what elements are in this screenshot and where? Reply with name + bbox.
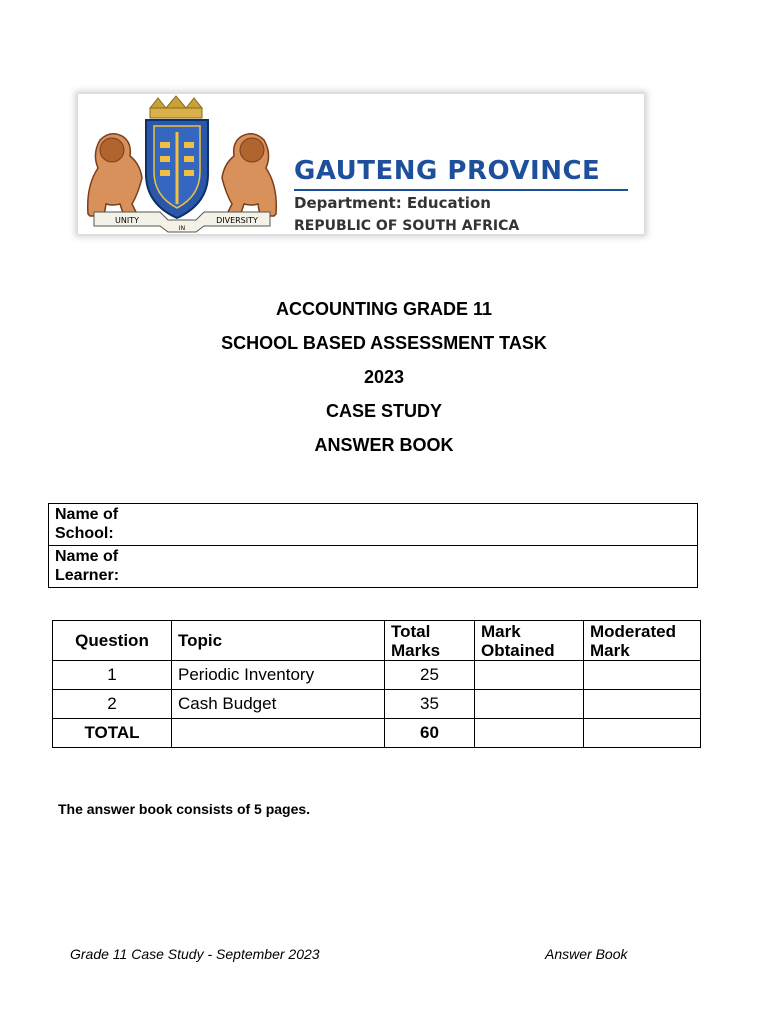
province-divider [294, 189, 628, 191]
topic-cell: Periodic Inventory [172, 661, 385, 690]
mark-obtained-cell[interactable] [475, 690, 584, 719]
footer-right: Answer Book [545, 946, 628, 962]
motto-unity: UNITY [115, 216, 139, 225]
header-total-marks: Total Marks [385, 621, 475, 661]
moderated-mark-cell[interactable] [584, 690, 701, 719]
moderated-mark-cell[interactable] [584, 661, 701, 690]
identity-table [48, 503, 698, 588]
year-title: 2023 [363, 367, 405, 387]
republic-name: REPUBLIC OF SOUTH AFRICA [294, 218, 520, 234]
mark-obtained-cell[interactable] [475, 661, 584, 690]
table-row [53, 690, 701, 719]
total-mark-obtained-cell[interactable] [475, 719, 584, 748]
total-row [53, 719, 701, 748]
marks-table [52, 620, 701, 748]
type-title: CASE STUDY [325, 401, 442, 421]
question-cell: 2 [53, 690, 172, 719]
page-count-note: The answer book consists of 5 pages. [58, 801, 311, 817]
total-marks-value: 60 [385, 719, 475, 748]
learner-row [49, 546, 698, 588]
task-title: SCHOOL BASED ASSESSMENT TASK [221, 333, 547, 353]
header-topic: Topic [172, 621, 385, 661]
learner-label[interactable]: Name of Learner: [49, 546, 698, 588]
coat-of-arms-icon [80, 94, 284, 234]
province-name: GAUTENG PROVINCE [294, 156, 601, 186]
marks-header-row [53, 621, 701, 661]
header-logo-banner [78, 94, 644, 234]
book-title: ANSWER BOOK [314, 435, 454, 455]
header-moderated-mark: Moderated Mark [584, 621, 701, 661]
question-cell: 1 [53, 661, 172, 690]
table-row [53, 661, 701, 690]
footer-left: Grade 11 Case Study - September 2023 [70, 946, 320, 962]
header-question: Question [53, 621, 172, 661]
total-topic-cell [172, 719, 385, 748]
total-marks-cell: 25 [385, 661, 475, 690]
school-row [49, 504, 698, 546]
department-name: Department: Education [294, 194, 491, 212]
topic-cell: Cash Budget [172, 690, 385, 719]
motto-diversity: DIVERSITY [216, 216, 258, 225]
school-label[interactable]: Name of School: [49, 504, 698, 546]
motto-in: IN [178, 225, 186, 232]
header-mark-obtained: Mark Obtained [475, 621, 584, 661]
total-marks-cell: 35 [385, 690, 475, 719]
subject-title: ACCOUNTING GRADE 11 [275, 299, 493, 319]
total-moderated-mark-cell[interactable] [584, 719, 701, 748]
total-label: TOTAL [53, 719, 172, 748]
